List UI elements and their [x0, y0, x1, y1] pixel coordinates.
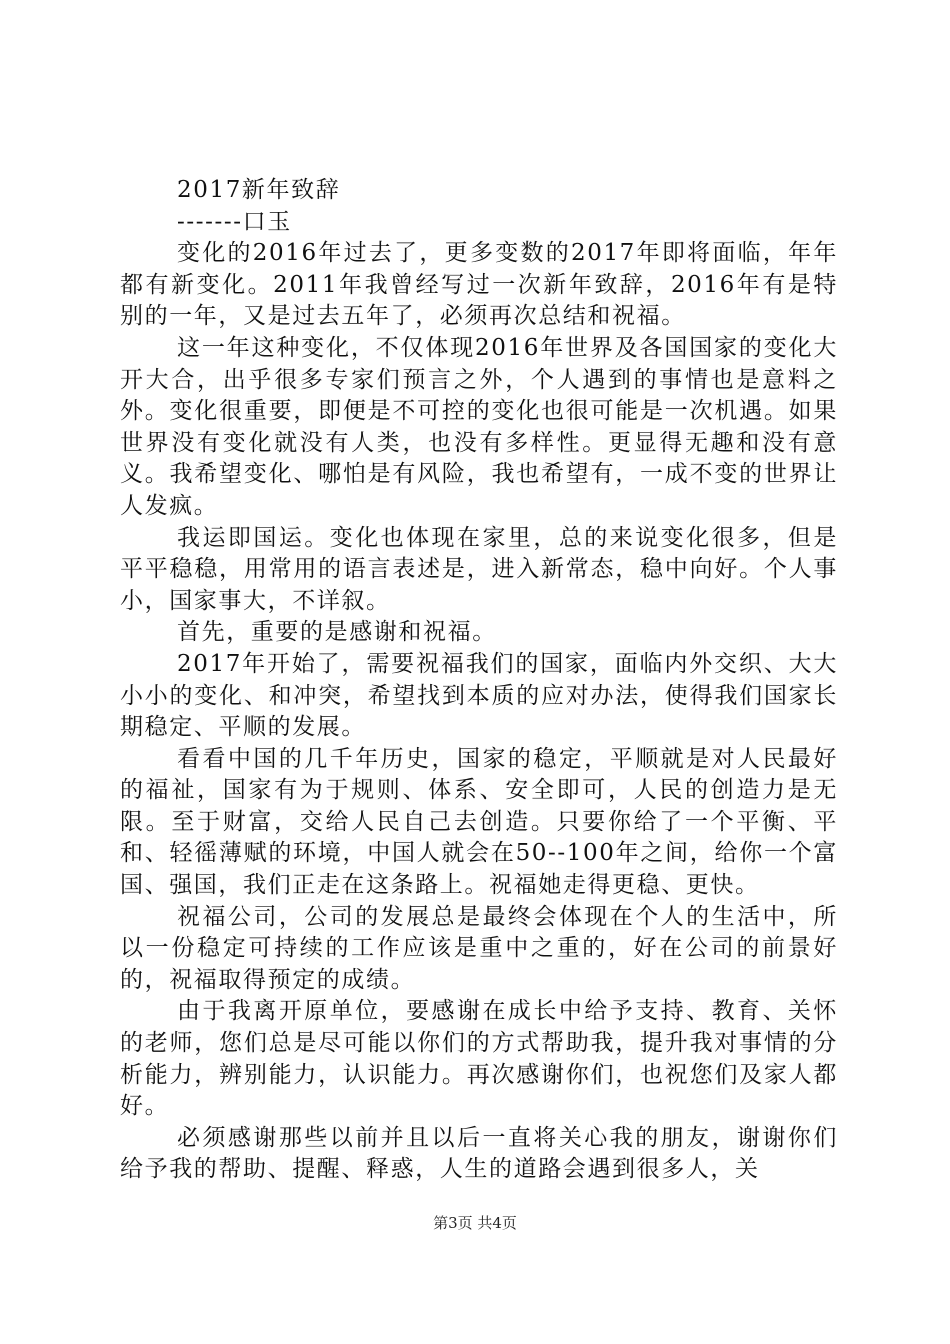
document-body [120, 175, 838, 1186]
paragraph-9: 必须感谢那些以前并且以后一直将关心我的朋友，谢谢你们给予我的帮助、提醒、释惑，人生的道路会遇到很多人，关 [120, 1124, 838, 1183]
document-author: -------口玉 [177, 208, 292, 235]
paragraph-7: 祝福公司，公司的发展总是最终会体现在个人的生活中，所以一份稳定可持续的工作应该是重中之重的，好在公司的前景好的，祝福取得预定的成绩。 [120, 903, 838, 993]
document-title: 2017新年致辞 [177, 177, 341, 203]
paragraph-4: 首先，重要的是感谢和祝福。 [177, 619, 497, 646]
paragraph-3: 我运即国运。变化也体现在家里，总的来说变化很多，但是平平稳稳，用常用的语言表述是，进入新常态，稳中向好。个人事小，国家事大，不详叙。 [120, 524, 838, 614]
page-number-footer: 第3页 共4页 [433, 1214, 517, 1232]
paragraph-5: 2017年开始了，需要祝福我们的国家，面临内外交织、大大小小的变化、和冲突，希望找到本质的应对办法，使得我们国家长期稳定、平顺的发展。 [120, 650, 838, 741]
paragraph-6: 看看中国的几千年历史，国家的稳定，平顺就是对人民最好的福祉，国家有为于规则、体系、安全即可，人民的创造力是无限。至于财富，交给人民自己去创造。只要你给了一个平衡、平和、轻徭薄赋的环境，中国人就会在50--100年之间，给你一个富国、强国，我们正走在这条路上。祝福她走得更稳、更快。 [120, 745, 838, 899]
paragraph-2: 这一年这种变化，不仅体现2016年世界及各国国家的变化大开大合，出乎很多专家们预言之外，个人遇到的事情也是意料之外。变化很重要，即便是不可控的变化也很可能是一次机遇。如果世界没有变化就没有人类，也没有多样性。更显得无趣和没有意义。我希望变化、哪怕是有风险，我也希望有，一成不变的世界让人发疯。 [120, 334, 838, 519]
paragraph-1: 变化的2016年过去了，更多变数的2017年即将面临，年年都有新变化。2011年我曾经写过一次新年致辞，2016年有是特别的一年，又是过去五年了，必须再次总结和祝福。 [120, 240, 838, 330]
paragraph-8: 由于我离开原单位，要感谢在成长中给予支持、教育、关怀的老师，您们总是尽可能以你们的方式帮助我，提升我对事情的分析能力，辨别能力，认识能力。再次感谢你们，也祝您们及家人都好。 [120, 998, 838, 1120]
